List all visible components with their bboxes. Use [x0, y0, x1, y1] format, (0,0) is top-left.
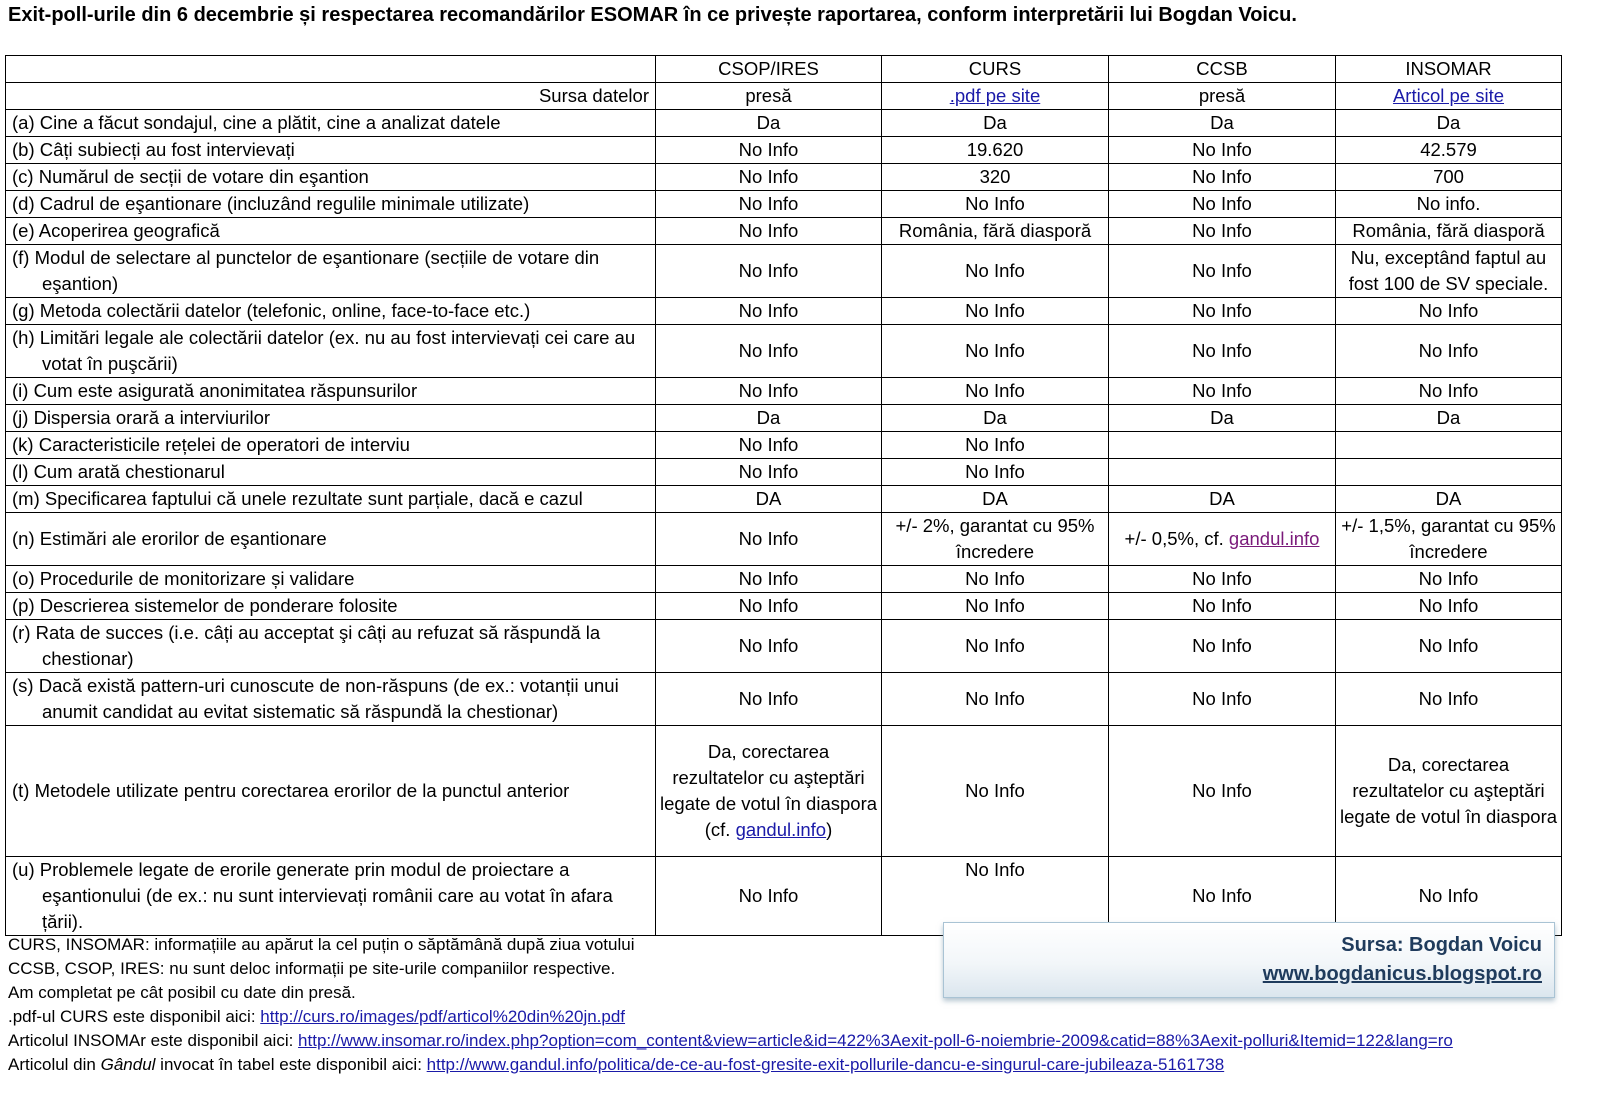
- row-label: [6, 405, 656, 432]
- cell-text: No Info: [1418, 885, 1479, 906]
- newspaper-name: Gândul: [100, 1055, 156, 1074]
- table-row: [6, 486, 1562, 513]
- cell-text: +/- 1,5%, garantat cu 95% încredere: [1341, 515, 1556, 562]
- table-cell: [1109, 137, 1336, 164]
- cell-text: No Info: [965, 859, 1025, 880]
- table-cell: [1109, 486, 1336, 513]
- table-cell: [882, 405, 1109, 432]
- table-row: [6, 110, 1562, 137]
- table-cell: [656, 566, 882, 593]
- table-cell: [656, 191, 882, 218]
- cell-text: 700: [1433, 166, 1464, 187]
- cell-text: No Info: [965, 300, 1025, 321]
- table-cell: [1336, 245, 1562, 298]
- cell-text: No Info: [965, 780, 1025, 801]
- cell-text: DA: [1209, 488, 1235, 509]
- table-cell: [882, 298, 1109, 325]
- table-cell: presă: [656, 83, 882, 110]
- table-cell: [656, 137, 882, 164]
- table-cell: [1109, 298, 1336, 325]
- table-cell: [1336, 218, 1562, 245]
- row-label: [6, 110, 656, 137]
- cell-text: Da: [1210, 112, 1234, 133]
- table-cell: [1109, 432, 1336, 459]
- row-label-text: (k) Caracteristicile rețelei de operatori de interviu: [12, 434, 410, 455]
- table-cell: [882, 726, 1109, 857]
- row-label-text: (m) Specificarea faptului că unele rezultate sunt parțiale, dacă e cazul: [12, 488, 583, 509]
- cell-text: No Info: [738, 635, 799, 656]
- curs-pdf-link[interactable]: .pdf pe site: [949, 85, 1041, 106]
- footnote-line: Am completat pe cât posibil cu date din presă.: [8, 983, 356, 1002]
- table-row: [6, 620, 1562, 673]
- row-label: [6, 191, 656, 218]
- table-row: [6, 325, 1562, 378]
- cell-text: 19.620: [966, 139, 1024, 160]
- table-cell: [656, 164, 882, 191]
- row-label-text: (c) Numărul de secții de votare din eşantion: [12, 166, 369, 187]
- cell-text: No Info: [1192, 568, 1252, 589]
- footnote-line: [8, 1053, 1453, 1077]
- row-label: [6, 298, 656, 325]
- table-cell: [882, 593, 1109, 620]
- table-row: [6, 137, 1562, 164]
- table-row: [6, 566, 1562, 593]
- cell-text: Da: [756, 112, 781, 133]
- row-label: [6, 164, 656, 191]
- source-credit-author: Sursa: Bogdan Voicu: [1341, 934, 1542, 956]
- row-label-text: (a) Cine a făcut sondajul, cine a plătit, cine a analizat datele: [12, 112, 501, 133]
- cell-text: No Info: [738, 166, 799, 187]
- cell-text: +/- 2%, garantat cu 95% încredere: [895, 515, 1095, 562]
- cell-text: 42.579: [1420, 139, 1477, 160]
- footnote-line: [8, 1029, 1453, 1053]
- gandul-url-link[interactable]: http://www.gandul.info/politica/de-ce-au-fost-gresite-exit-pollurile-dancu-e-singurul-care-jubileaza-5161738: [426, 1055, 1225, 1074]
- curs-pdf-url-link[interactable]: http://curs.ro/images/pdf/articol%20din%20jn.pdf: [260, 1007, 626, 1026]
- cell-text: +/- 0,5%, cf.: [1124, 528, 1229, 549]
- table-cell: [882, 110, 1109, 137]
- cell-text: Da: [756, 407, 781, 428]
- table-row: [6, 726, 1562, 857]
- footnote-text: Articolul din: [8, 1055, 101, 1074]
- cell-text: No Info: [1418, 300, 1479, 321]
- cell-text: No Info: [1192, 340, 1252, 361]
- cell-text: No Info: [738, 568, 799, 589]
- cell-text: No Info: [1418, 568, 1479, 589]
- table-cell: [656, 378, 882, 405]
- table-cell: [1109, 459, 1336, 486]
- table-cell: [1336, 298, 1562, 325]
- cell-text: No Info: [965, 688, 1025, 709]
- cell-text: No Info: [738, 528, 799, 549]
- esomar-table: [5, 55, 1562, 936]
- row-label: [6, 245, 656, 298]
- source-credit-box: [943, 922, 1555, 998]
- row-label-text: (s) Dacă există pattern-uri cunoscute de non-răspuns (de ex.: votanții unui anumit candidat au evitat sistematic să răspundă la chestionar): [12, 675, 619, 722]
- table-cell: [656, 110, 882, 137]
- table-cell: [1336, 83, 1562, 110]
- gandul-link[interactable]: gandul.info: [735, 819, 827, 840]
- cell-text: No Info: [1418, 380, 1479, 401]
- table-cell: [656, 857, 882, 936]
- cell-text: 320: [979, 166, 1011, 187]
- table-cell: [1336, 513, 1562, 566]
- row-label-text: (u) Problemele legate de erorile generate prin modul de proiectare a eşantionului (de ex.: nu sunt intervievați românii care au votat în afara țării).: [12, 859, 613, 932]
- cell-text: Da, corectarea rezultatelor cu aşteptări legate de votul în diaspora: [1340, 754, 1558, 827]
- table-cell: [882, 137, 1109, 164]
- corner-cell: [6, 56, 656, 83]
- row-label-text: (i) Cum este asigurată anonimitatea răspunsurilor: [12, 380, 418, 401]
- cell-text: No Info: [738, 300, 799, 321]
- row-label-text: (n) Estimări ale erorilor de eşantionare: [12, 528, 327, 549]
- footnote-text: invocat în tabel este disponibil aici:: [155, 1055, 427, 1074]
- table-row: [6, 513, 1562, 566]
- table-cell: [656, 298, 882, 325]
- row-label-text: (f) Modul de selectare al punctelor de eşantionare (secțiile de votare din eşantion): [12, 247, 600, 294]
- table-cell: presă: [1109, 83, 1336, 110]
- gandul-link[interactable]: gandul.info: [1228, 528, 1320, 549]
- table-cell: [882, 191, 1109, 218]
- cell-text: No Info: [965, 568, 1025, 589]
- cell-text: No Info: [1192, 220, 1252, 241]
- row-label: [6, 325, 656, 378]
- cell-text: România, fără diasporă: [1352, 220, 1545, 241]
- cell-text: Nu, exceptând faptul au fost 100 de SV speciale.: [1348, 247, 1549, 294]
- table-cell: [1336, 593, 1562, 620]
- table-cell: [1336, 566, 1562, 593]
- cell-text: No Info: [965, 260, 1025, 281]
- row-label: [6, 620, 656, 673]
- table-cell: [1109, 378, 1336, 405]
- footnote-text: .pdf-ul CURS este disponibil aici:: [8, 1007, 261, 1026]
- cell-text: No Info: [738, 220, 799, 241]
- table-cell: [1336, 191, 1562, 218]
- footnote-line: [8, 1005, 1453, 1029]
- cell-text: Da: [983, 112, 1007, 133]
- cell-text: No Info: [738, 139, 799, 160]
- row-label-text: (t) Metodele utilizate pentru corectarea erorilor de la punctul anterior: [12, 780, 570, 801]
- table-cell: [1109, 513, 1336, 566]
- cell-text: No Info: [738, 688, 799, 709]
- row-label: [6, 857, 656, 936]
- table-cell: [656, 245, 882, 298]
- table-cell: [882, 673, 1109, 726]
- cell-text: No Info: [738, 461, 799, 482]
- table-row: [6, 298, 1562, 325]
- table-row: [6, 378, 1562, 405]
- table-cell: [1109, 593, 1336, 620]
- table-cell: [656, 432, 882, 459]
- cell-text: No Info: [965, 635, 1025, 656]
- cell-text: Da: [1436, 112, 1461, 133]
- table-cell: [656, 325, 882, 378]
- cell-text: No Info: [965, 380, 1025, 401]
- source-row-label: Sursa datelor: [6, 83, 656, 110]
- insomar-url-link[interactable]: http://www.insomar.ro/index.php?option=com_content&view=article&id=422%3Aexit-poll-6-noiembrie-2009&catid=88%3Aexit-polluri&Itemid=122&lang=ro: [298, 1031, 1453, 1050]
- table-cell: [882, 513, 1109, 566]
- cell-text: No Info: [1192, 300, 1252, 321]
- table-row: [6, 459, 1562, 486]
- row-label-text: (p) Descrierea sistemelor de ponderare folosite: [12, 595, 398, 616]
- table-cell: [656, 405, 882, 432]
- table-cell: [882, 459, 1109, 486]
- row-label-text: (o) Procedurile de monitorizare și validare: [12, 568, 355, 589]
- table-cell: [1109, 218, 1336, 245]
- cell-text: No Info: [738, 193, 799, 214]
- insomar-article-link[interactable]: Articol pe site: [1392, 85, 1505, 106]
- table-row: [6, 432, 1562, 459]
- column-header: CURS: [882, 56, 1109, 83]
- table-cell: [882, 164, 1109, 191]
- column-header: CCSB: [1109, 56, 1336, 83]
- table-cell: [882, 325, 1109, 378]
- table-cell: [1336, 378, 1562, 405]
- header-row: [6, 56, 1562, 83]
- cell-text: No Info: [1192, 635, 1252, 656]
- cell-text: România, fără diasporă: [898, 220, 1092, 241]
- source-row: [6, 83, 1562, 110]
- table-cell: [656, 620, 882, 673]
- table-cell: [656, 726, 882, 857]
- cell-text: (cf.: [704, 819, 736, 840]
- table-cell: [1109, 191, 1336, 218]
- row-label-text: (h) Limitări legale ale colectării datelor (ex. nu au fost intervievați cei care au votat în puşcării): [12, 327, 636, 374]
- row-label: [6, 513, 656, 566]
- cell-text: No Info: [965, 434, 1025, 455]
- table-cell: [1109, 726, 1336, 857]
- row-label-text: (d) Cadrul de eşantionare (incluzând regulile minimale utilizate): [12, 193, 530, 214]
- cell-text: DA: [755, 488, 782, 509]
- row-label: [6, 566, 656, 593]
- column-header: INSOMAR: [1336, 56, 1562, 83]
- cell-text: No info.: [1416, 193, 1481, 214]
- cell-text: Da, corectarea rezultatelor cu aşteptări legate de votul în diaspora: [660, 741, 878, 814]
- footnote-line: CURS, INSOMAR: informațiile au apărut la cel puțin o săptămână după ziua votului: [8, 935, 635, 954]
- table-cell: [882, 566, 1109, 593]
- cell-text: No Info: [1192, 595, 1252, 616]
- table-cell: [882, 218, 1109, 245]
- table-cell: [1109, 405, 1336, 432]
- cell-text: No Info: [738, 340, 799, 361]
- row-label: [6, 726, 656, 857]
- cell-text: ): [826, 819, 833, 840]
- table-cell: [1109, 164, 1336, 191]
- cell-text: Da: [1210, 407, 1234, 428]
- cell-text: No Info: [738, 885, 799, 906]
- table-row: [6, 593, 1562, 620]
- table-row: [6, 218, 1562, 245]
- table-cell: [1336, 486, 1562, 513]
- cell-text: No Info: [1418, 688, 1479, 709]
- column-header: CSOP/IRES: [656, 56, 882, 83]
- table-cell: [656, 218, 882, 245]
- footnote-line: CCSB, CSOP, IRES: nu sunt deloc informații pe site-urile companiilor respective.: [8, 959, 616, 978]
- table-cell: [1336, 405, 1562, 432]
- cell-text: No Info: [965, 193, 1025, 214]
- cell-text: No Info: [1192, 193, 1252, 214]
- page-title: Exit-poll-urile din 6 decembrie și respectarea recomandărilor ESOMAR în ce privește raportarea, conform interpretării lui Bogdan Voicu.: [8, 4, 1297, 26]
- cell-text: No Info: [1418, 595, 1479, 616]
- table-row: [6, 673, 1562, 726]
- cell-text: No Info: [738, 380, 799, 401]
- table-cell: [1336, 164, 1562, 191]
- cell-text: No Info: [1192, 780, 1252, 801]
- blog-url-link[interactable]: www.bogdanicus.blogspot.ro: [1262, 963, 1542, 985]
- row-label: [6, 432, 656, 459]
- table-cell: [1109, 325, 1336, 378]
- table-row: [6, 191, 1562, 218]
- row-label-text: (r) Rata de succes (i.e. câți au acceptat şi câți au refuzat să răspundă la chestionar): [12, 622, 601, 669]
- cell-text: No Info: [965, 595, 1025, 616]
- cell-text: No Info: [1192, 885, 1252, 906]
- table-cell: [1109, 110, 1336, 137]
- table-row: [6, 164, 1562, 191]
- cell-text: No Info: [738, 260, 799, 281]
- table-cell: [882, 486, 1109, 513]
- row-label: [6, 137, 656, 164]
- cell-text: Da: [983, 407, 1007, 428]
- table-cell: [1109, 673, 1336, 726]
- table-cell: [1336, 459, 1562, 486]
- row-label: [6, 673, 656, 726]
- table-row: [6, 405, 1562, 432]
- cell-text: No Info: [965, 461, 1025, 482]
- table-row: [6, 245, 1562, 298]
- table-cell: [1336, 726, 1562, 857]
- row-label: [6, 218, 656, 245]
- table-cell: [1336, 432, 1562, 459]
- table-cell: [656, 593, 882, 620]
- table-cell: [1336, 673, 1562, 726]
- table-cell: [656, 673, 882, 726]
- cell-text: No Info: [965, 340, 1025, 361]
- cell-text: No Info: [1192, 380, 1252, 401]
- table-cell: [656, 513, 882, 566]
- table-cell: [1109, 566, 1336, 593]
- table-cell: [882, 432, 1109, 459]
- row-label-text: (g) Metoda colectării datelor (telefonic, online, face-to-face etc.): [12, 300, 531, 321]
- table-cell: [882, 378, 1109, 405]
- table-cell: [882, 245, 1109, 298]
- row-label-text: (j) Dispersia orară a interviurilor: [12, 407, 271, 428]
- cell-text: DA: [982, 488, 1008, 509]
- footnote-text: Articolul INSOMAr este disponibil aici:: [8, 1031, 299, 1050]
- row-label: [6, 378, 656, 405]
- cell-text: No Info: [1192, 688, 1252, 709]
- cell-text: No Info: [1192, 166, 1252, 187]
- table-cell: [1109, 620, 1336, 673]
- row-label: [6, 593, 656, 620]
- table-cell: [1336, 137, 1562, 164]
- row-label-text: (l) Cum arată chestionarul: [12, 461, 225, 482]
- cell-text: DA: [1435, 488, 1462, 509]
- cell-text: No Info: [1192, 139, 1252, 160]
- table-cell: [1336, 325, 1562, 378]
- cell-text: No Info: [1418, 340, 1479, 361]
- table-cell: [656, 486, 882, 513]
- row-label-text: (e) Acoperirea geografică: [12, 220, 220, 241]
- table-cell: [882, 83, 1109, 110]
- row-label: [6, 486, 656, 513]
- row-label-text: (b) Câți subiecți au fost intervievați: [12, 139, 295, 160]
- row-label: [6, 459, 656, 486]
- table-cell: [1109, 245, 1336, 298]
- cell-text: No Info: [738, 434, 799, 455]
- cell-text: No Info: [1418, 635, 1479, 656]
- cell-text: No Info: [1192, 260, 1252, 281]
- table-cell: [1336, 110, 1562, 137]
- table-cell: [656, 459, 882, 486]
- table-cell: [1336, 620, 1562, 673]
- cell-text: Da: [1436, 407, 1461, 428]
- table-cell: [882, 620, 1109, 673]
- cell-text: No Info: [738, 595, 799, 616]
